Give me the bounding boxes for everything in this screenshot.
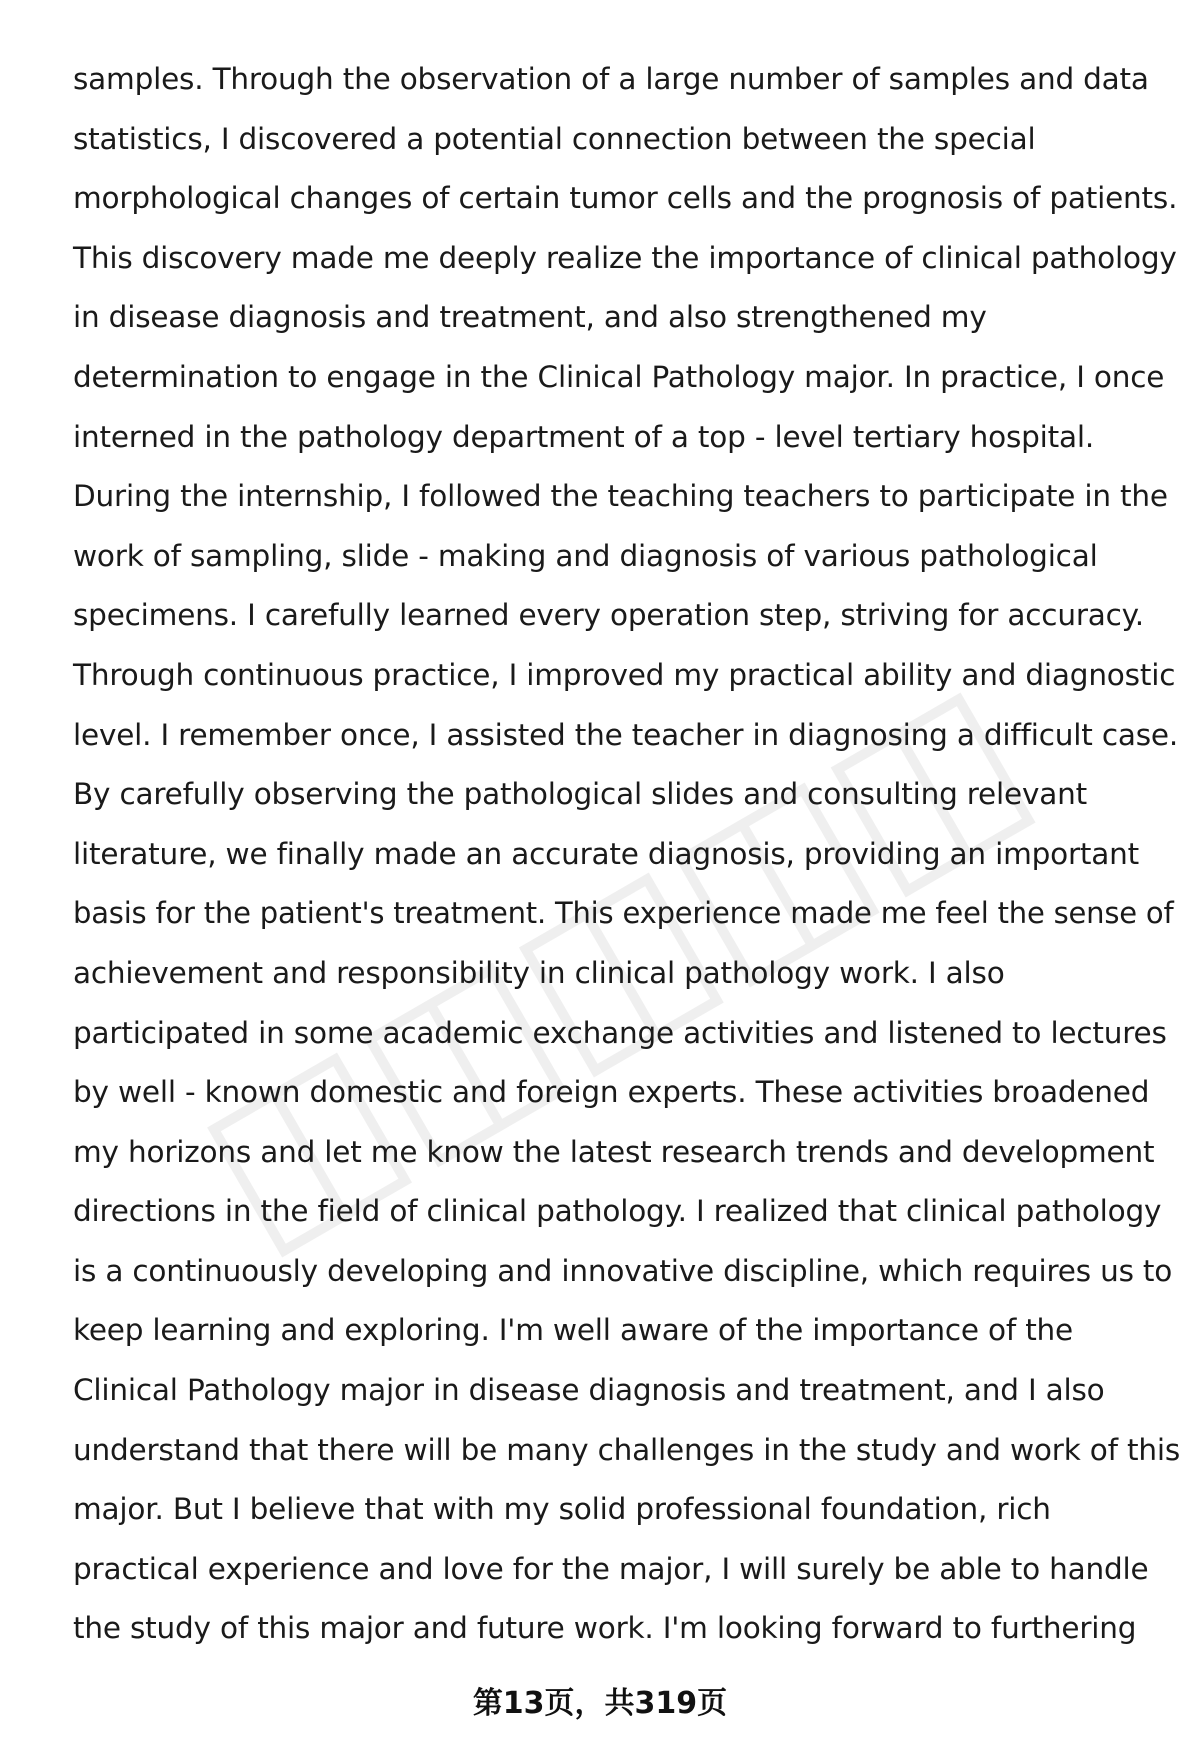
text-line: specimens. I carefully learned every operation step, striving for accuracy. bbox=[73, 598, 1144, 633]
text-line: participated in some academic exchange activities and listened to lectures bbox=[73, 1015, 1167, 1050]
page-number-footer: 第13页，共319页 bbox=[472, 1686, 728, 1721]
text-line: in disease diagnosis and treatment, and also strengthened my bbox=[73, 300, 987, 335]
text-line: By carefully observing the pathological slides and consulting relevant bbox=[73, 777, 1087, 812]
text-line: This discovery made me deeply realize the importance of clinical pathology bbox=[73, 240, 1177, 275]
text-line: Clinical Pathology major in disease diagnosis and treatment, and I also bbox=[73, 1373, 1105, 1408]
text-line: morphological changes of certain tumor cells and the prognosis of patients. bbox=[73, 181, 1178, 216]
text-line: by well - known domestic and foreign experts. These activities broadened bbox=[73, 1075, 1150, 1110]
text-line: the study of this major and future work. I'm looking forward to furthering bbox=[73, 1611, 1137, 1646]
text-line: practical experience and love for the major, I will surely be able to handle bbox=[73, 1551, 1149, 1586]
text-line: determination to engage in the Clinical Pathology major. In practice, I once bbox=[73, 359, 1165, 394]
text-line: keep learning and exploring. I'm well aware of the importance of the bbox=[73, 1313, 1074, 1348]
text-line: is a continuously developing and innovative discipline, which requires us to bbox=[73, 1253, 1173, 1288]
text-line: basis for the patient's treatment. This experience made me feel the sense of bbox=[73, 896, 1174, 931]
text-line: major. But I believe that with my solid professional foundation, rich bbox=[73, 1492, 1051, 1527]
text-line: directions in the field of clinical pathology. I realized that clinical pathology bbox=[73, 1194, 1162, 1229]
text-line: During the internship, I followed the teaching teachers to participate in the bbox=[73, 479, 1168, 514]
text-line: level. I remember once, I assisted the teacher in diagnosing a difficult case. bbox=[73, 717, 1179, 752]
text-line: Through continuous practice, I improved my practical ability and diagnostic bbox=[73, 657, 1176, 692]
text-line: achievement and responsibility in clinical pathology work. I also bbox=[73, 955, 1005, 990]
text-line: work of sampling, slide - making and diagnosis of various pathological bbox=[73, 538, 1098, 573]
text-line: my horizons and let me know the latest research trends and development bbox=[73, 1134, 1155, 1169]
text-line: samples. Through the observation of a large number of samples and data bbox=[73, 62, 1149, 96]
body-text bbox=[73, 50, 1180, 1659]
text-line: statistics, I discovered a potential connection between the special bbox=[73, 121, 1036, 156]
text-line: literature, we finally made an accurate diagnosis, providing an important bbox=[73, 836, 1140, 871]
text-line: understand that there will be many challenges in the study and work of this bbox=[73, 1432, 1180, 1467]
text-line: interned in the pathology department of a top - level tertiary hospital. bbox=[73, 419, 1095, 454]
